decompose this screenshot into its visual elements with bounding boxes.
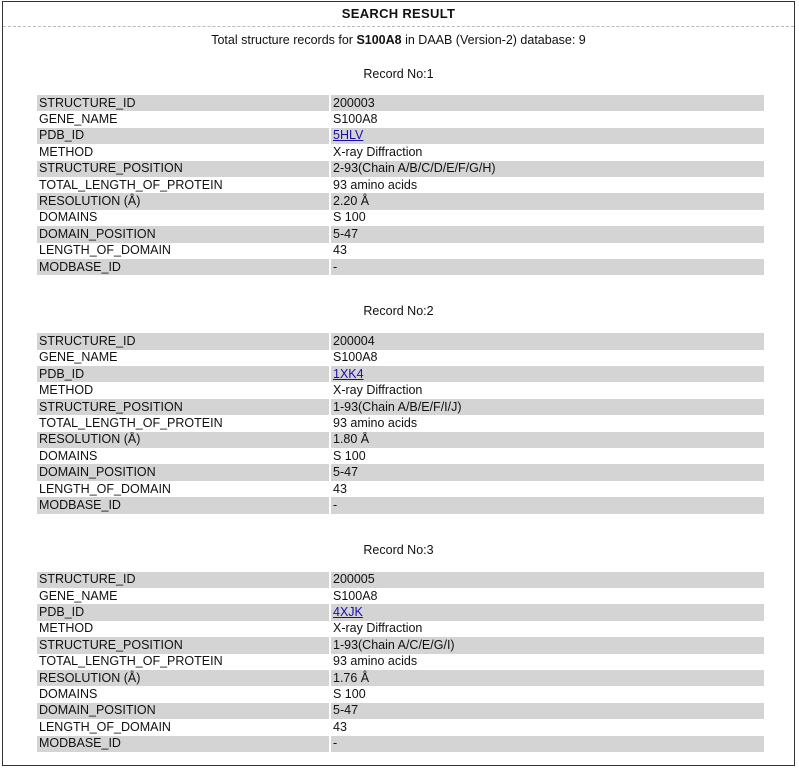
label-length-of-domain: LENGTH_OF_DOMAIN: [39, 243, 171, 258]
value-structure-id: 200005: [331, 572, 764, 588]
label-method: METHOD: [39, 144, 94, 159]
label-structure-position: STRUCTURE_POSITION: [37, 399, 329, 415]
label-gene-name: GENE_NAME: [39, 350, 118, 365]
summary-gene: S100A8: [356, 33, 402, 47]
value-domains: S 100: [333, 687, 366, 702]
label-gene-name: GENE_NAME: [39, 112, 118, 127]
label-domains: DOMAINS: [39, 448, 98, 463]
table-row: [37, 350, 764, 366]
label-domain-position: DOMAIN_POSITION: [37, 703, 329, 719]
value-domain-position: 5-47: [331, 464, 764, 480]
label-modbase-id: MODBASE_ID: [37, 259, 329, 275]
label-length-of-domain: LENGTH_OF_DOMAIN: [39, 719, 171, 734]
record-heading-2: Record No:2: [363, 304, 434, 319]
value-modbase-id: -: [331, 497, 764, 513]
value-total-length: 93 amino acids: [333, 654, 418, 669]
table-row: [37, 481, 764, 497]
record-table-1: [37, 95, 764, 275]
table-row: [37, 259, 764, 275]
table-row: [37, 193, 764, 209]
table-row: [37, 654, 764, 670]
value-domain-position: 5-47: [331, 703, 764, 719]
table-row: [37, 144, 764, 160]
table-row: [37, 382, 764, 398]
value-resolution: 2.20 Å: [331, 193, 764, 209]
label-method: METHOD: [39, 621, 94, 636]
label-resolution: RESOLUTION (Å): [37, 670, 329, 686]
value-resolution: 1.76 Å: [331, 670, 764, 686]
label-structure-id: STRUCTURE_ID: [37, 333, 329, 349]
table-row: [37, 588, 764, 604]
table-row: [37, 399, 764, 415]
record-heading-1: Record No:1: [363, 67, 434, 81]
value-gene-name: S100A8: [333, 350, 378, 365]
table-row: [37, 670, 764, 686]
label-domains: DOMAINS: [39, 687, 98, 702]
summary-prefix: Total structure records for: [211, 33, 357, 47]
value-method: X-ray Diffraction: [333, 383, 423, 398]
table-row: [37, 719, 764, 735]
table-row: [37, 226, 764, 242]
value-structure-position: 1-93(Chain A/B/E/F/I/J): [331, 399, 764, 415]
label-domain-position: DOMAIN_POSITION: [37, 226, 329, 242]
label-total-length: TOTAL_LENGTH_OF_PROTEIN: [39, 177, 223, 192]
value-length-of-domain: 43: [333, 719, 347, 734]
value-gene-name: S100A8: [333, 588, 378, 603]
label-structure-position: STRUCTURE_POSITION: [37, 161, 329, 177]
label-structure-id: STRUCTURE_ID: [37, 572, 329, 588]
value-gene-name: S100A8: [333, 112, 378, 127]
label-resolution: RESOLUTION (Å): [37, 432, 329, 448]
summary-suffix: in DAAB (Version-2) database: 9: [401, 33, 586, 47]
label-structure-position: STRUCTURE_POSITION: [37, 637, 329, 653]
value-length-of-domain: 43: [333, 243, 347, 258]
result-summary: [3, 32, 794, 48]
record-table-2: [37, 333, 764, 513]
value-structure-id: 200004: [331, 333, 764, 349]
value-length-of-domain: 43: [333, 481, 347, 496]
table-row: [37, 432, 764, 448]
label-total-length: TOTAL_LENGTH_OF_PROTEIN: [39, 415, 223, 430]
table-row: [37, 128, 764, 144]
label-pdb-id: PDB_ID: [37, 366, 329, 382]
table-row: [37, 621, 764, 637]
table-row: [37, 448, 764, 464]
pdb-id-link[interactable]: 1XK4: [333, 366, 364, 381]
label-method: METHOD: [39, 383, 94, 398]
value-resolution: 1.80 Å: [331, 432, 764, 448]
table-row: [37, 333, 764, 349]
value-modbase-id: -: [331, 736, 764, 752]
value-total-length: 93 amino acids: [333, 415, 418, 430]
record-table-3: [37, 572, 764, 752]
table-row: [37, 243, 764, 259]
table-row: [37, 415, 764, 431]
table-row: [37, 604, 764, 620]
value-method: X-ray Diffraction: [333, 621, 423, 636]
search-result-panel: [2, 1, 795, 766]
table-row: [37, 95, 764, 111]
table-row: [37, 686, 764, 702]
value-domain-position: 5-47: [331, 226, 764, 242]
value-structure-position: 1-93(Chain A/C/E/G/I): [331, 637, 764, 653]
value-method: X-ray Diffraction: [333, 144, 423, 159]
label-resolution: RESOLUTION (Å): [37, 193, 329, 209]
table-row: [37, 637, 764, 653]
label-structure-id: STRUCTURE_ID: [37, 95, 329, 111]
table-row: [37, 366, 764, 382]
label-modbase-id: MODBASE_ID: [37, 736, 329, 752]
table-row: [37, 464, 764, 480]
label-pdb-id: PDB_ID: [37, 604, 329, 620]
label-gene-name: GENE_NAME: [39, 588, 118, 603]
pdb-id-link[interactable]: 4XJK: [333, 605, 363, 620]
page-title: SEARCH RESULT: [3, 2, 794, 27]
table-row: [37, 572, 764, 588]
table-row: [37, 161, 764, 177]
label-domain-position: DOMAIN_POSITION: [37, 464, 329, 480]
label-length-of-domain: LENGTH_OF_DOMAIN: [39, 481, 171, 496]
table-row: [37, 177, 764, 193]
table-row: [37, 497, 764, 513]
value-total-length: 93 amino acids: [333, 177, 418, 192]
label-domains: DOMAINS: [39, 210, 98, 225]
value-structure-position: 2-93(Chain A/B/C/D/E/F/G/H): [331, 161, 764, 177]
value-modbase-id: -: [331, 259, 764, 275]
pdb-id-link[interactable]: 5HLV: [333, 128, 364, 143]
table-row: [37, 111, 764, 127]
label-total-length: TOTAL_LENGTH_OF_PROTEIN: [39, 654, 223, 669]
table-row: [37, 703, 764, 719]
value-domains: S 100: [333, 448, 366, 463]
table-row: [37, 210, 764, 226]
record-heading-3: Record No:3: [363, 542, 434, 557]
table-row: [37, 736, 764, 752]
label-modbase-id: MODBASE_ID: [37, 497, 329, 513]
value-domains: S 100: [333, 210, 366, 225]
label-pdb-id: PDB_ID: [37, 128, 329, 144]
value-structure-id: 200003: [331, 95, 764, 111]
